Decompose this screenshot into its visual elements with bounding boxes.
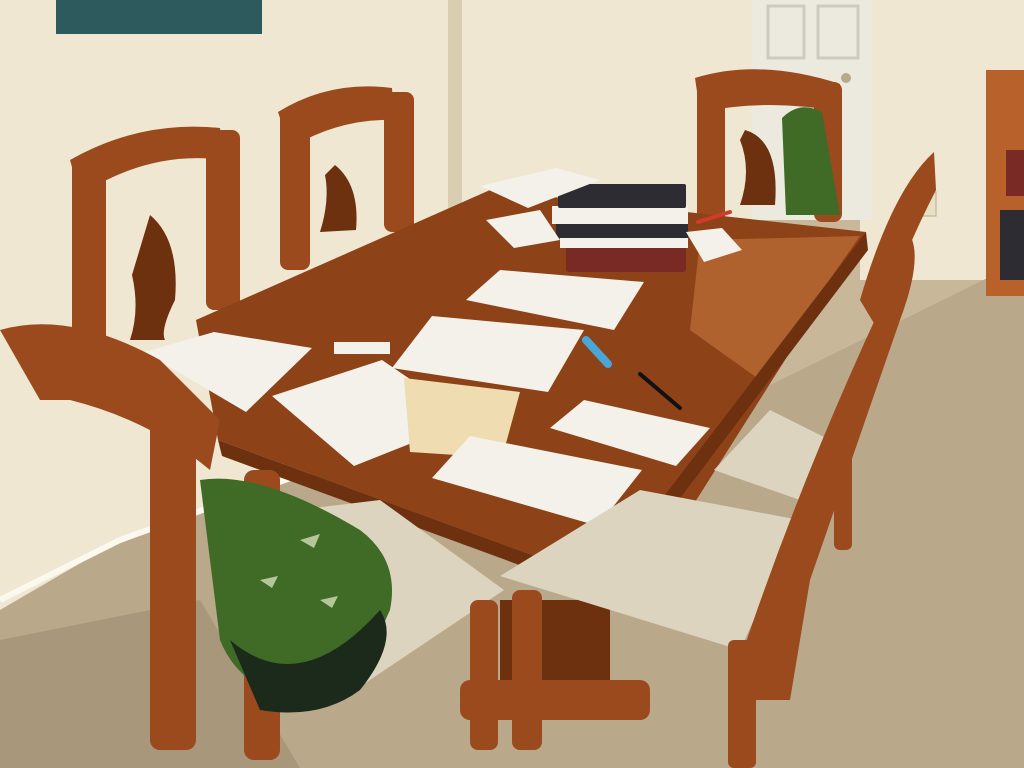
bookshelf-books-upper — [1006, 150, 1024, 196]
small-paper-slip — [334, 342, 390, 354]
wall-artwork — [56, 0, 262, 34]
bookshelf-books — [1000, 210, 1024, 280]
door-knob — [841, 73, 851, 83]
book-stack — [552, 184, 688, 272]
